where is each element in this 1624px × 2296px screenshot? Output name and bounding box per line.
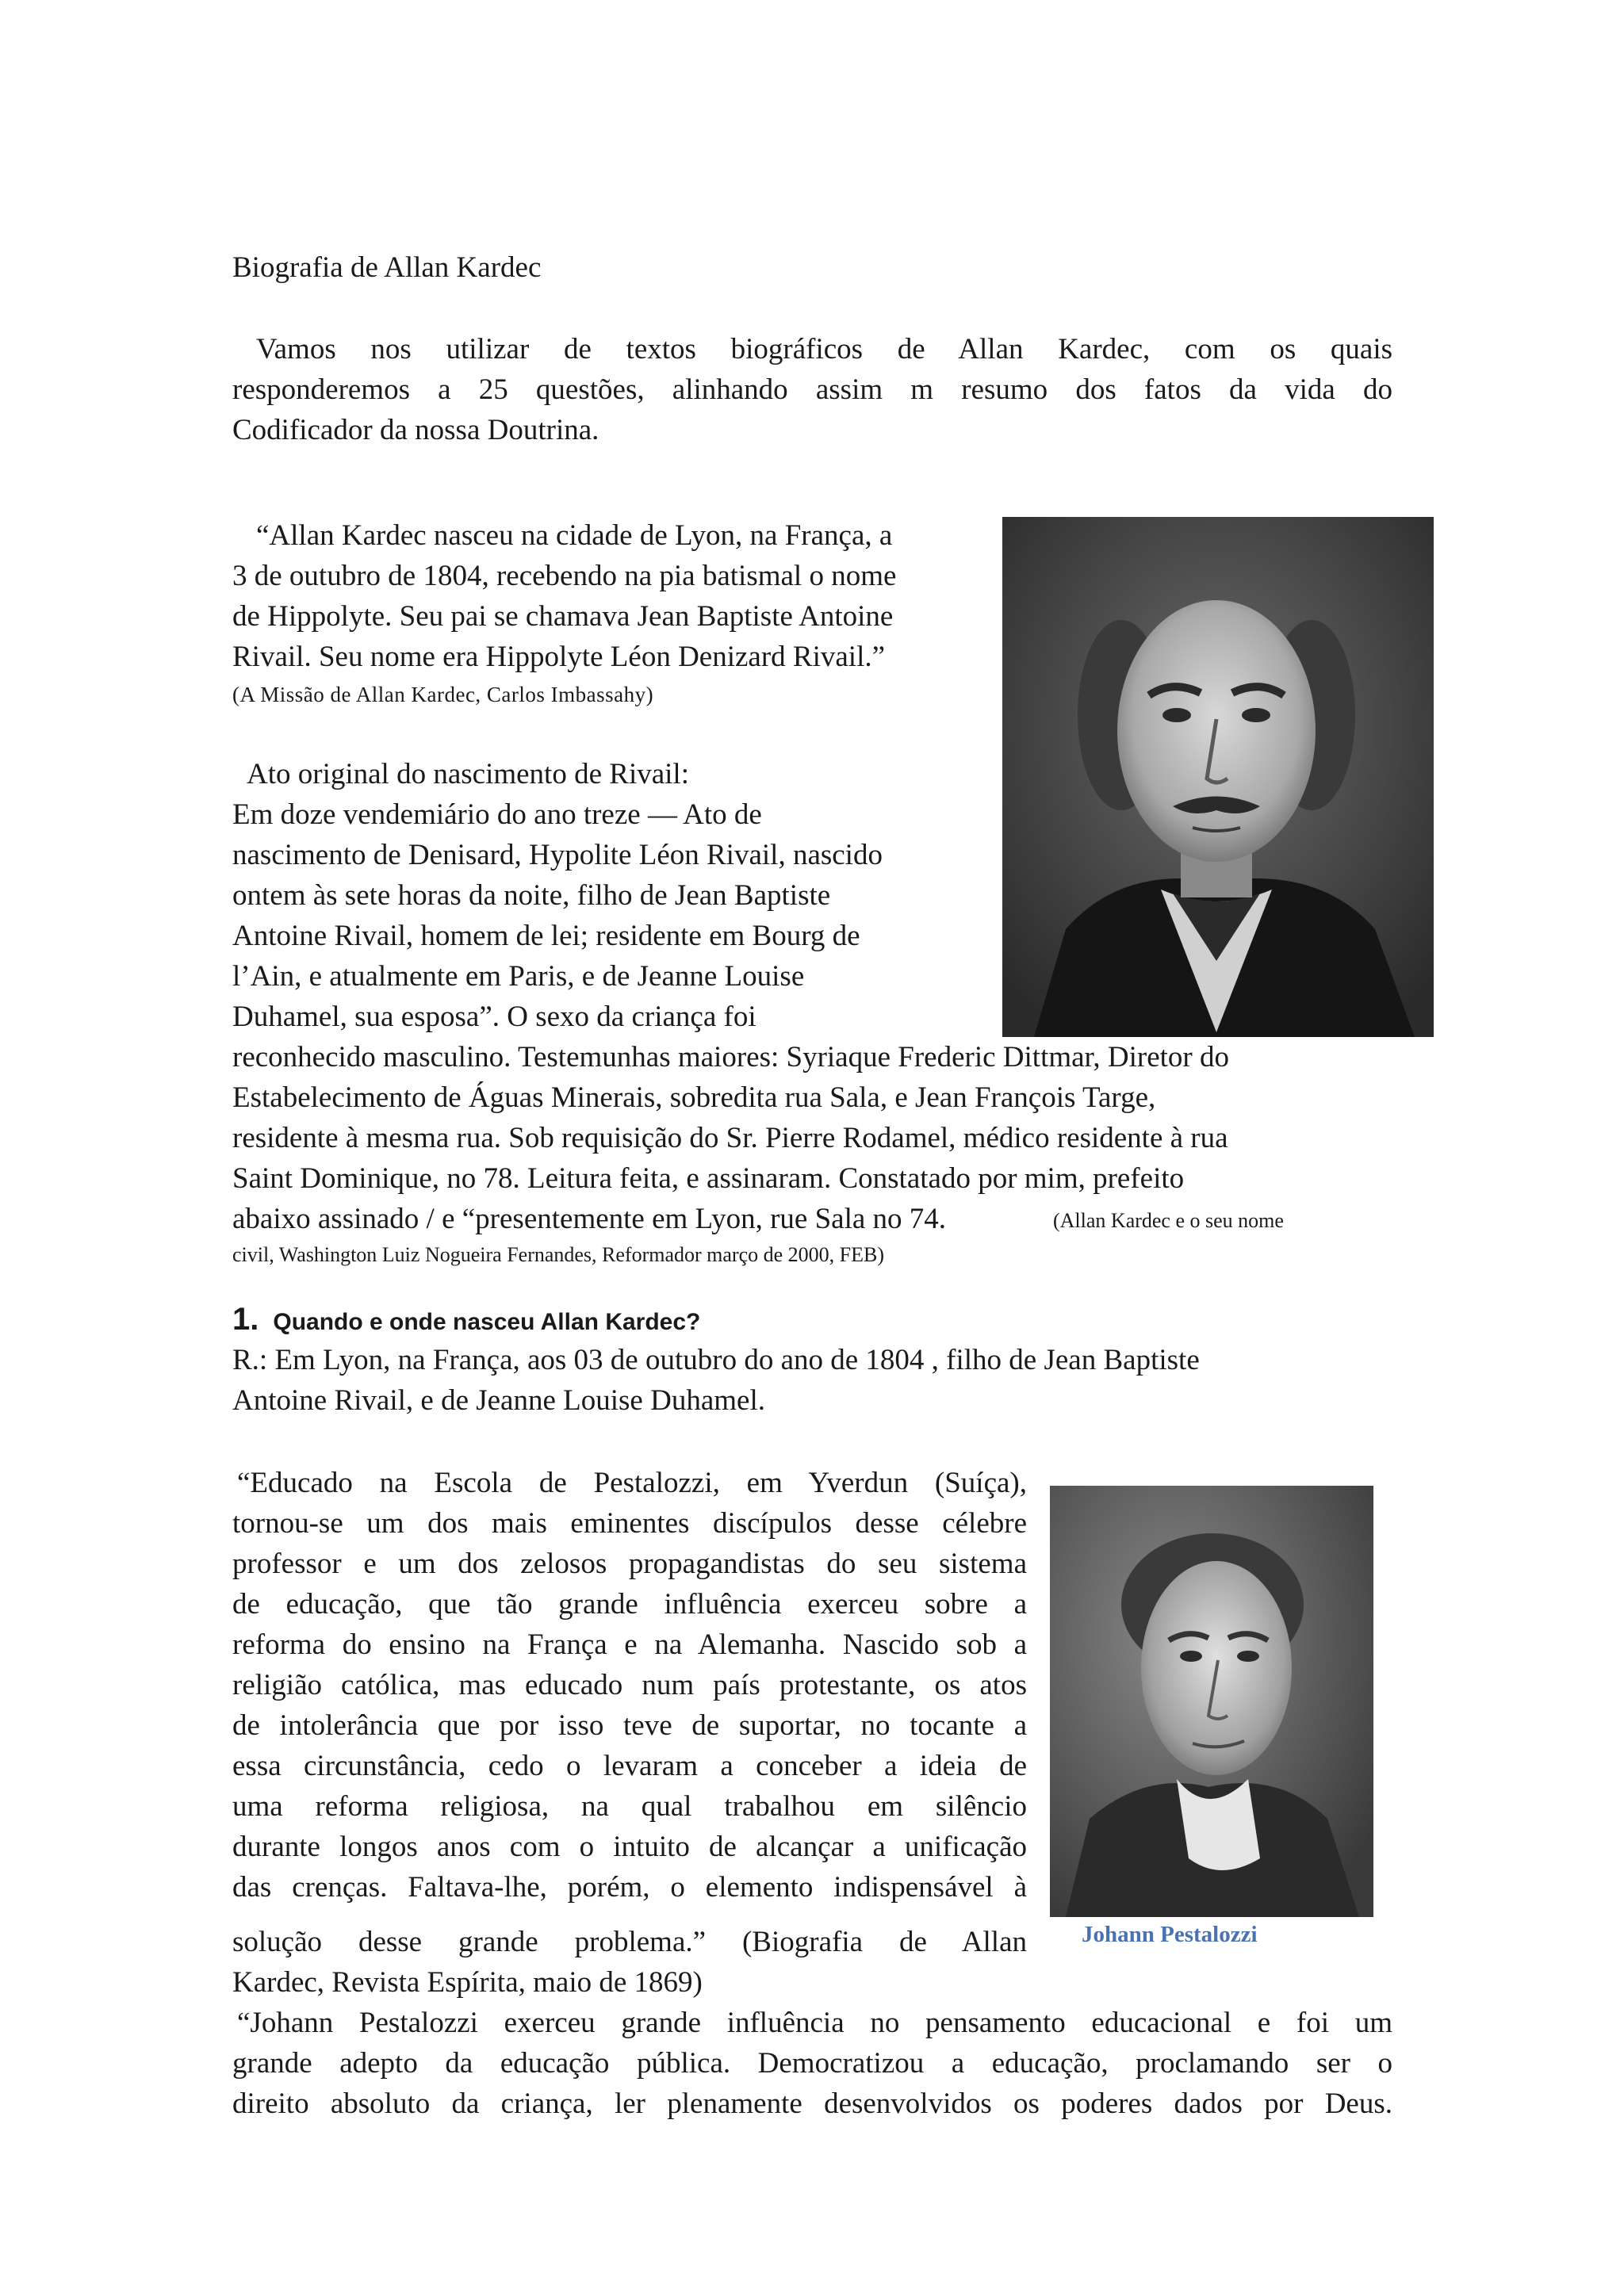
birth-record-line-11: abaixo assinado / e “presentemente em Lyon, rue Sala no 74. [232,1203,947,1235]
quote2-line-4: de educação, que tão grande influência exerceu sobre a [232,1588,1027,1621]
quote1-line-2: 3 de outubro de 1804, recebendo na pia batismal o nome [232,560,897,592]
birth-record-line-6: Duhamel, sua esposa”. O sexo da criança foi [232,1001,756,1033]
intro-line-1: Vamos nos utilizar de textos biográficos de Allan Kardec, com os quais [256,333,1392,365]
birth-record-line-5: l’Ain, e atualmente em Paris, e de Jeanne Louise [232,960,805,993]
johann-pestalozzi-portrait [1050,1486,1373,1917]
birth-record-line-9: residente à mesma rua. Sob requisição do Sr. Pierre Rodamel, médico residente à rua [232,1122,1228,1154]
intro-line-2: responderemos a 25 questões, alinhando assim m resumo dos fatos da vida do [232,373,1392,406]
birth-record-line-2: nascimento de Denisard, Hypolite Léon Rivail, nascido [232,839,883,871]
birth-record-line-4: Antoine Rivail, homem de lei; residente em Bourg de [232,920,860,952]
answer-1-line-2: Antoine Rivail, e de Jeanne Louise Duhamel. [232,1384,765,1417]
quote2-line-12: solução desse grande problema.” (Biografia de Allan [232,1926,1027,1958]
answer-1-line-1: R.: Em Lyon, na França, aos 03 de outubro do ano de 1804 , filho de Jean Baptiste [232,1344,1200,1376]
birth-record-line-1: Em doze vendemiário do ano treze — Ato de [232,798,762,831]
question-1-heading [232,1302,700,1340]
birth-record-line-7: reconhecido masculino. Testemunhas maiores: Syriaque Frederic Dittmar, Diretor do [232,1041,1229,1073]
intro-line-3: Codificador da nossa Doutrina. [232,414,599,446]
quote2-line-10: durante longos anos com o intuito de alcançar a unificação [232,1831,1027,1863]
quote1-source: (A Missão de Allan Kardec, Carlos Imbassahy) [232,683,654,706]
quote1-line-1: “Allan Kardec nasceu na cidade de Lyon, na França, a [256,519,893,552]
quote3-line-2: grande adepto da educação pública. Democratizou a educação, proclamando ser o [232,2047,1392,2080]
quote2-line-9: uma reforma religiosa, na qual trabalhou em silêncio [232,1790,1027,1823]
birth-record-heading: Ato original do nascimento de Rivail: [247,758,689,790]
question-text: Quando e onde nasceu Allan Kardec? [273,1309,701,1335]
quote2-line-11: das crenças. Faltava-lhe, porém, o elemento indispensável à [232,1871,1027,1904]
quote3-line-1: “Johann Pestalozzi exerceu grande influência no pensamento educacional e foi um [237,2007,1392,2039]
quote3-line-3: direito absoluto da criança, ler plenamente desenvolvidos os poderes dados por Deus. [232,2087,1392,2120]
page-title: Biografia de Allan Kardec [232,251,542,284]
allan-kardec-portrait [1002,517,1434,1037]
photo-caption: Johann Pestalozzi [1082,1922,1258,1947]
quote1-line-4: Rivail. Seu nome era Hippolyte Léon Denizard Rivail.” [232,641,886,673]
quote2-line-7: de intolerância que por isso teve de suportar, no tocante a [232,1709,1027,1742]
quote2-line-13: Kardec, Revista Espírita, maio de 1869) [232,1966,703,1999]
quote2-line-2: tornou-se um dos mais eminentes discípulos desse célebre [232,1507,1027,1540]
quote2-line-5: reforma do ensino na França e na Alemanha. Nascido sob a [232,1628,1027,1661]
birth-record-line-3: ontem às sete horas da noite, filho de Jean Baptiste [232,879,831,912]
quote2-line-1: “Educado na Escola de Pestalozzi, em Yverdun (Suíça), [237,1467,1027,1499]
birth-record-line-8: Estabelecimento de Águas Minerais, sobredita rua Sala, e Jean François Targe, [232,1081,1156,1114]
birth-record-source-part1: (Allan Kardec e o seu nome [1053,1209,1284,1232]
birth-record-source-part2: civil, Washington Luiz Nogueira Fernandes, Reformador março de 2000, FEB) [232,1243,885,1266]
question-number: 1. [232,1302,259,1337]
quote2-line-6: religião católica, mas educado num país protestante, os atos [232,1669,1027,1701]
quote1-line-3: de Hippolyte. Seu pai se chamava Jean Baptiste Antoine [232,600,894,633]
quote2-line-8: essa circunstância, cedo o levaram a conceber a ideia de [232,1750,1027,1782]
quote2-line-3: professor e um dos zelosos propagandistas do seu sistema [232,1548,1027,1580]
birth-record-line-10: Saint Dominique, no 78. Leitura feita, e assinaram. Constatado por mim, prefeito [232,1162,1185,1195]
